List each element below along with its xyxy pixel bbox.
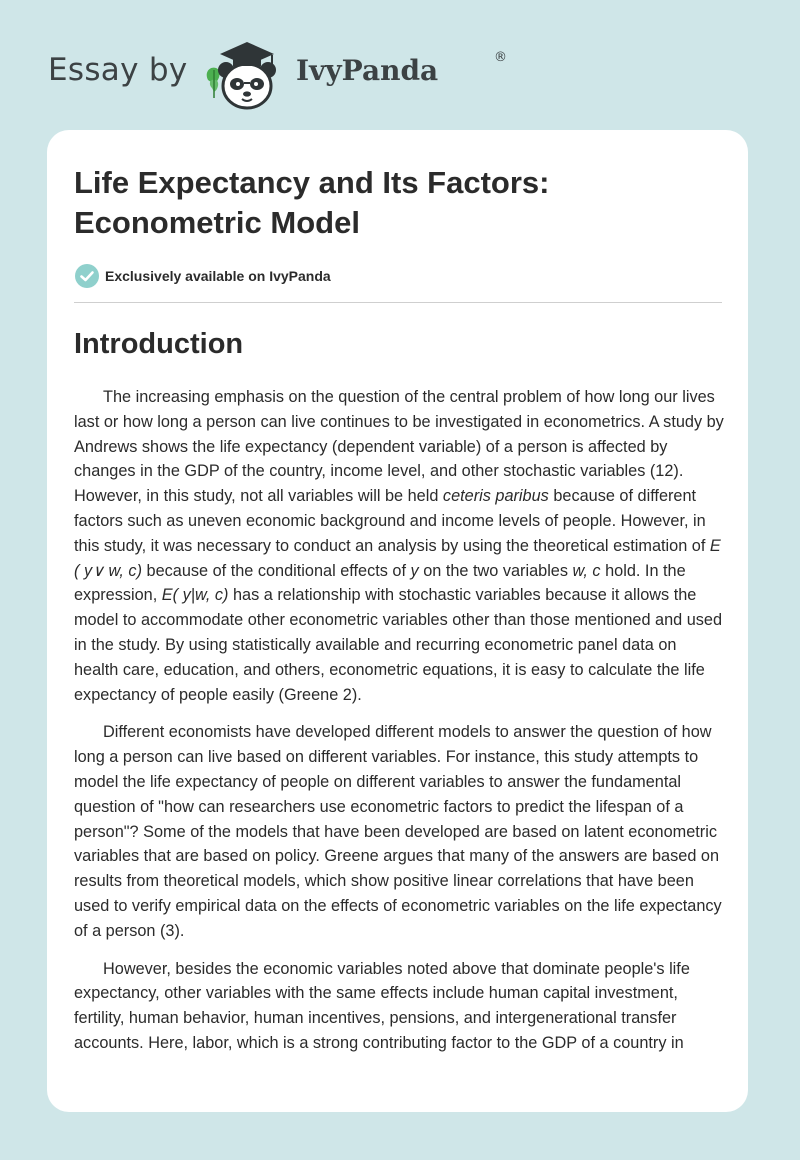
paragraph-3: However, besides the economic variables noted above that dominate people's life expectancy, other variables with the same effects include human capital investment, fertility, human behavior, human incentives, pensions, and intergenerational transfer accounts. Here, labor, which is a strong contributing factor to the GDP of a country in <box>74 959 690 1052</box>
math-expression: E( y|w, c) <box>161 586 229 605</box>
text-run: has a relationship with stochastic variables because it allows the model to accommodate other econometric variables other than those mentioned and used in the study. By using statistically available and recurring econometric panel data on health care, education, and others, econometric equations, it is easy to calculate the life expectancy of people easily (Greene 2). <box>74 586 723 704</box>
divider <box>74 302 722 303</box>
section-heading: Introduction <box>74 328 244 360</box>
title-line-2: Econometric Model <box>74 205 360 240</box>
brand-prefix: Essay by <box>48 52 188 88</box>
page-title <box>74 163 714 243</box>
essay-body <box>74 385 724 1069</box>
brand-header[interactable] <box>48 32 508 112</box>
text-run: on the two variables <box>418 561 573 580</box>
text-run: because of different factors such as uneven economic background and income levels of people. However, in this study, it was necessary to conduct an analysis by using the theoretical estimation of <box>74 487 710 555</box>
essay-card <box>47 130 748 1112</box>
brand-name: IvyPanda <box>296 54 439 87</box>
italic-term: ceteris paribus <box>442 487 549 506</box>
paragraph-1 <box>74 385 724 707</box>
check-circle-icon <box>74 263 100 289</box>
registered-mark: ® <box>494 50 507 65</box>
math-variable: w, c <box>572 561 601 580</box>
panda-graduate-logo-icon <box>202 36 288 112</box>
text-run: because of the conditional effects of <box>142 561 411 580</box>
exclusive-badge <box>74 262 331 290</box>
math-expression: E ( y∨ w, c) <box>74 536 721 580</box>
title-line-1: Life Expectancy and Its Factors: <box>74 165 550 200</box>
text-run: hold. In the expression, <box>74 561 686 605</box>
text-run: The increasing emphasis on the question of the central problem of how long our lives last or how long a person can live continues to be investigated in econometrics. A study by Andrews shows the life expectancy (dependent variable) of a person is affected by changes in the GDP of the country, income level, and other stochastic variables (12). However, in this study, not all variables will be held <box>74 388 724 506</box>
math-variable: y <box>410 561 419 580</box>
badge-text: Exclusively available on IvyPanda <box>105 268 331 284</box>
paragraph-2: Different economists have developed different models to answer the question of how long a person can live based on different variables. For instance, this study attempts to model the life expectancy of people on different variables to answer the fundamental question of "how can researchers use econometric factors to predict the lifespan of a person"? Some of the models that have been developed are based on latent econometric variables that are based on policy. Greene argues that many of the answers are based on results from theoretical models, which show positive linear correlations that have been used to verify empirical data on the effects of econometric variables on the life expectancy of a person (3). <box>74 723 722 940</box>
